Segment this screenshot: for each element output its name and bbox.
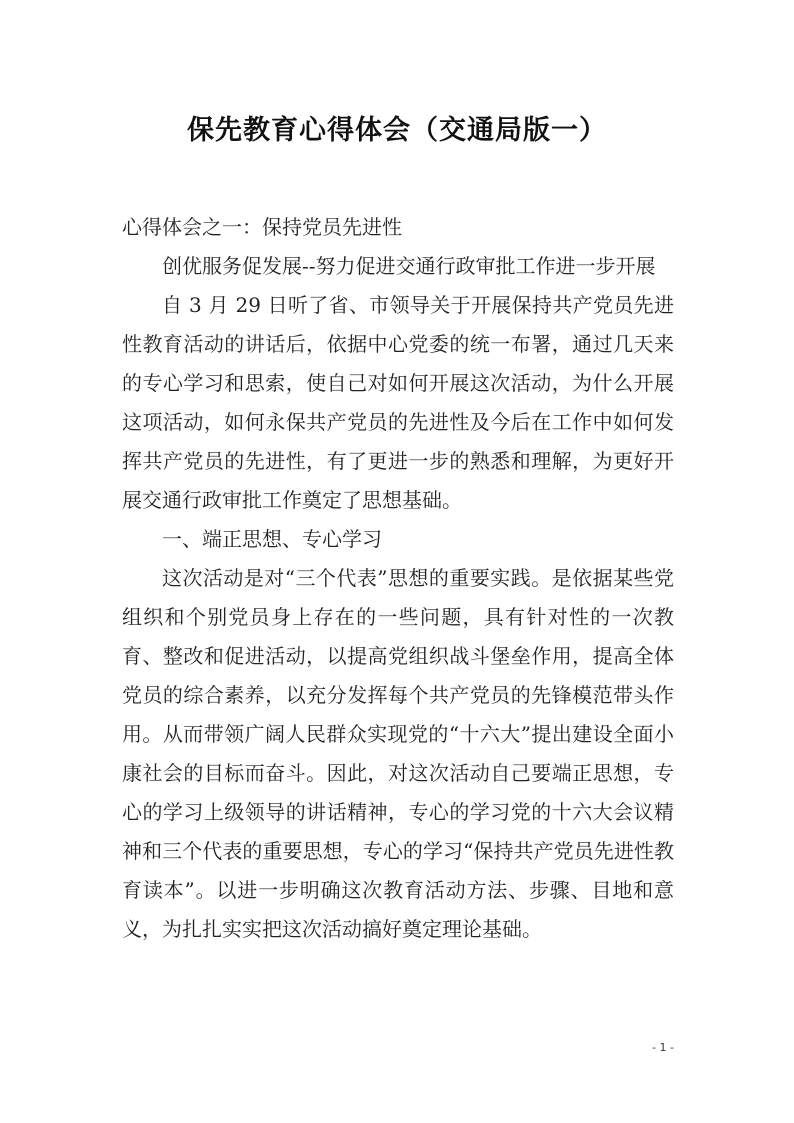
subsection-heading: 一、端正思想、专心学习: [162, 527, 382, 551]
body-paragraph: 这次活动是对“三个代表”思想的重要实践。是依据某些党组织和个别党员身上存在的一些问题，具有针对性的一次教育、整改和促进活动，以提高党组织战斗堡垒作用，提高全体党员的综合素养，以充分发挥每个共产党员的先锋模范带头作用。从而带领广阔人民群众实现党的“十六大”提出建设全面小康社会的目标而奋斗。因此，对这次活动自己要端正思想，专心的学习上级领导的讲话精神，专心的学习党的十六大会议精神和三个代表的重要思想，专心的学习“保持共产党员先进性教育读本”。以进一步明确这次教育活动方法、步骤、目地和意义，为扎扎实实把这次活动搞好奠定理论基础。: [122, 566, 674, 941]
section-heading: 心得体会之一：保持党员先进性: [122, 215, 402, 239]
document-title: 保先教育心得体会（交通局版一）: [187, 115, 607, 146]
document-body: [122, 208, 674, 949]
body-paragraph: 自 3 月 29 日听了省、市领导关于开展保持共产党员先进性教育活动的讲话后，依据中心党委的统一布署，通过几天来的专心学习和思索，使自己对如何开展这次活动，为什么开展这项活动，如何永保共产党员的先进性及今后在工作中如何发挥共产党员的先进性，有了更进一步的熟悉和理解，为更好开展交通行政审批工作奠定了思想基础。: [122, 293, 674, 512]
subtitle-paragraph: 创优服务促发展--努力促进交通行政审批工作进一步开展: [162, 254, 656, 278]
page-number: - 1 -: [652, 1041, 674, 1054]
